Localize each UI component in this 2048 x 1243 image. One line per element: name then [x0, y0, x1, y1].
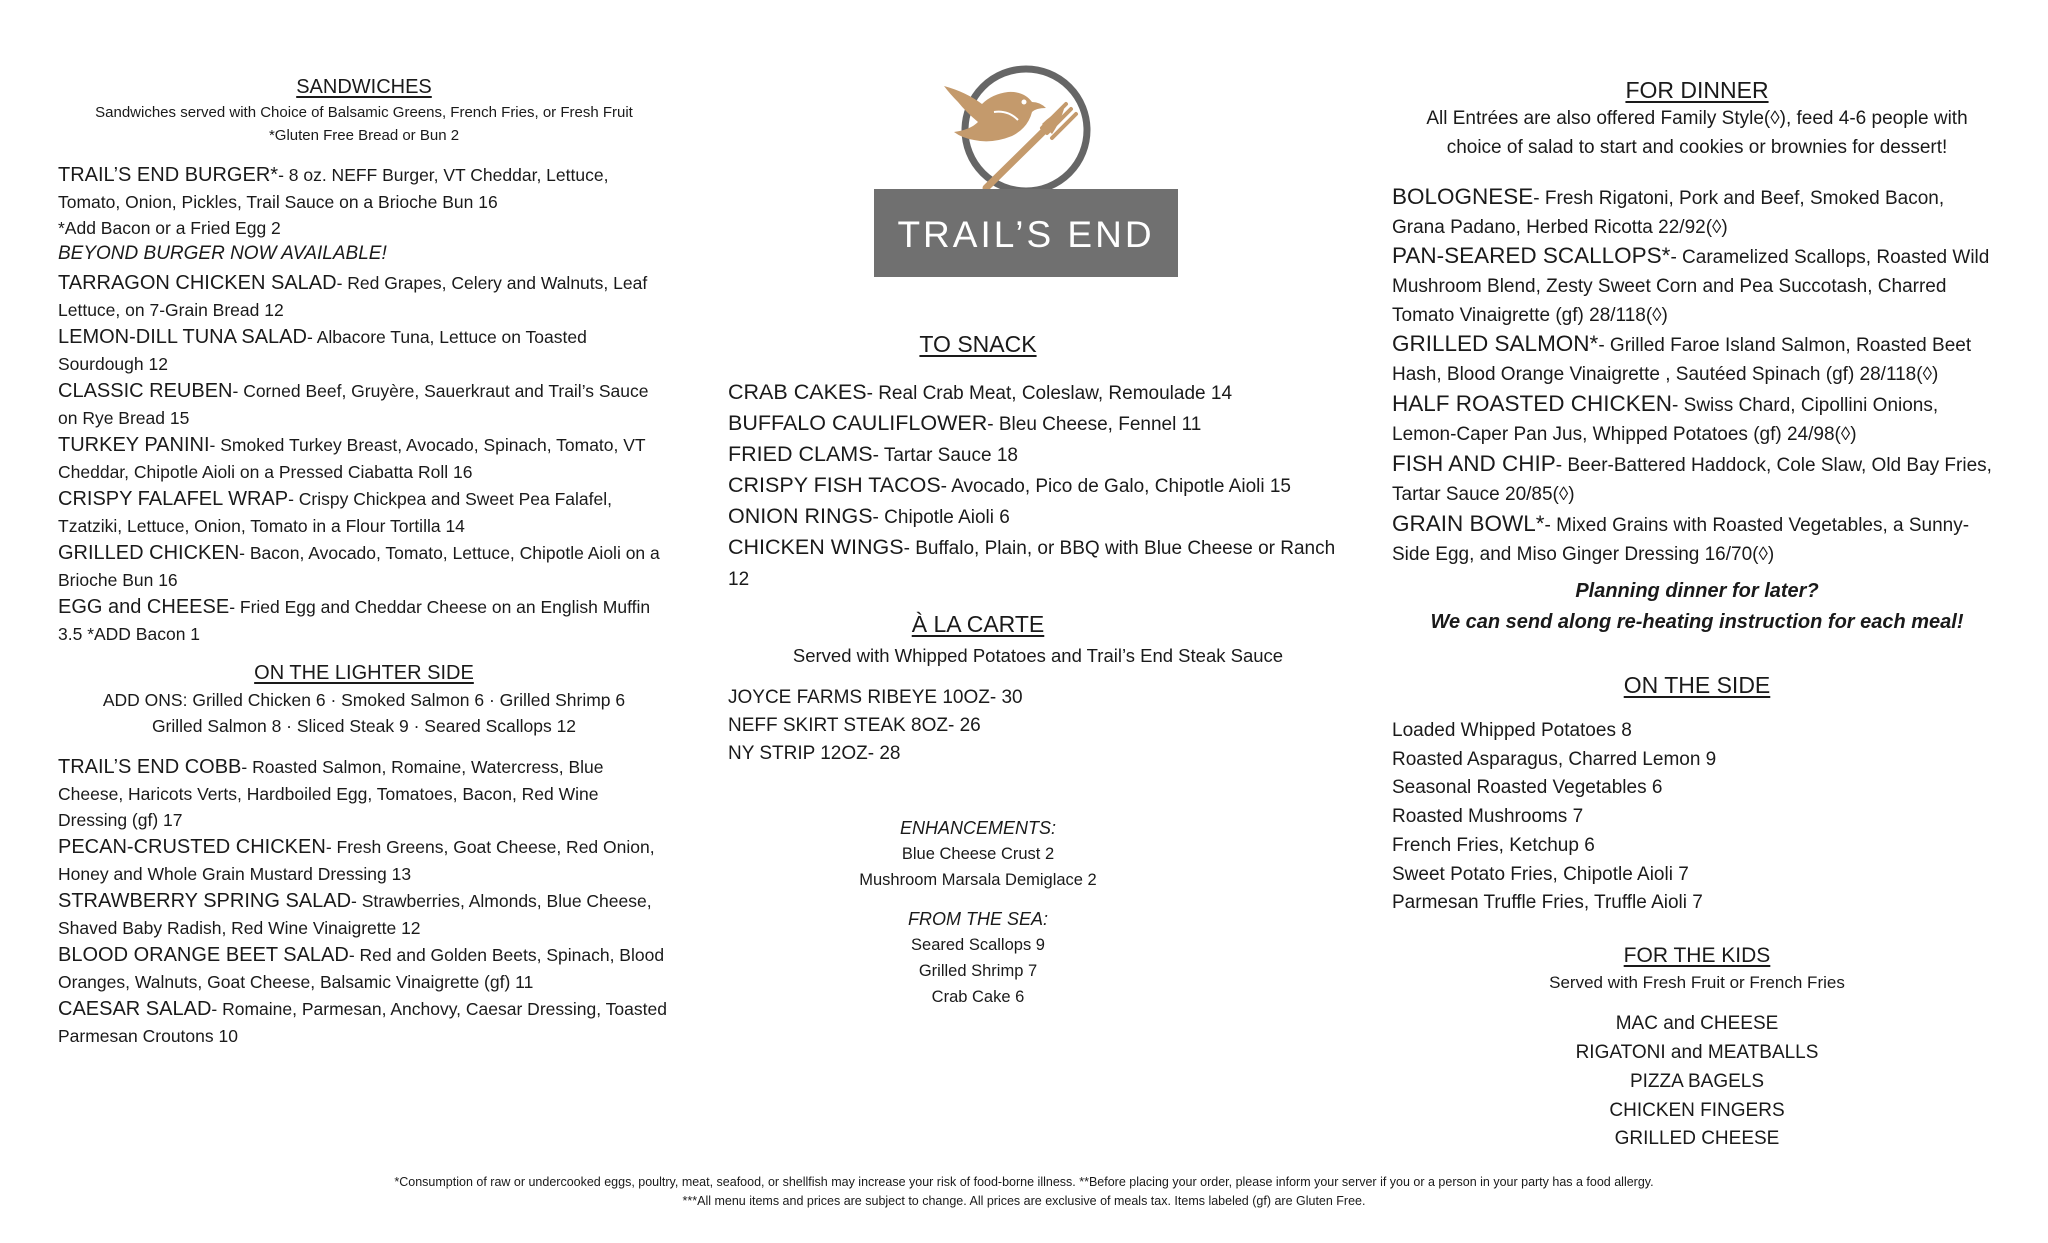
menu-item-desc: - Grilled Faroe Island Salmon, Roasted Beet Hash, Blood Orange Vinaigrette , Sautéed Spinach (gf) 28/118(◊)	[1392, 335, 1972, 385]
side-item: Roasted Mushrooms 7	[1392, 806, 1584, 827]
sea-item: Grilled Shrimp 7	[918, 962, 1038, 980]
menu-item	[728, 501, 1348, 533]
menu-item-name: TRAIL’S END COBB	[58, 756, 242, 778]
dinner-intro-1: All Entrées are also offered Family Style(◊), feed 4-6 people with	[1426, 108, 1968, 129]
kids-item: PIZZA BAGELS	[1629, 1071, 1765, 1092]
menu-item	[58, 378, 670, 431]
addons-line-2: Grilled Salmon 8 · Sliced Steak 9 · Seared Scallops 12	[151, 716, 577, 736]
steak-item: NY STRIP 12OZ- 28	[728, 743, 901, 764]
menu-item-name: CAESAR SALAD	[58, 998, 212, 1020]
steak-item: JOYCE FARMS RIBEYE 10OZ- 30	[728, 687, 1023, 708]
menu-item-name: PECAN-CRUSTED CHICKEN	[58, 836, 326, 858]
menu-item-desc: - Albacore Tuna, Lettuce on Toasted Sourdough 12	[58, 327, 587, 374]
menu-item	[58, 270, 670, 323]
enhancements-title: ENHANCEMENTS:	[899, 818, 1056, 838]
bird-on-fork-icon	[874, 64, 1178, 194]
alacarte-subtitle: Served with Whipped Potatoes and Trail’s End Steak Sauce	[792, 645, 1284, 666]
menu-item-desc: - Swiss Chard, Cipollini Onions, Lemon-Caper Pan Jus, Whipped Potatoes (gf) 24/98(◊)	[1392, 395, 1939, 445]
menu-item	[728, 439, 1348, 471]
enhancement-item: Mushroom Marsala Demiglace 2	[859, 871, 1097, 889]
menu-item-name: TARRAGON CHICKEN SALAD	[58, 272, 337, 294]
steak-item: NEFF SKIRT STEAK 8OZ- 26	[728, 715, 981, 736]
burger-addon-note	[58, 215, 670, 242]
menu-item-name: ONION RINGS	[728, 504, 873, 528]
alacarte-title: À LA CARTE	[911, 611, 1045, 637]
menu-item	[728, 377, 1348, 409]
menu-item	[58, 162, 670, 215]
brand-name: TRAIL’S END	[897, 214, 1155, 255]
menu-item	[1392, 509, 2002, 569]
gluten-free-note: *Gluten Free Bread or Bun 2	[268, 127, 460, 144]
menu-item-desc: - Roasted Salmon, Romaine, Watercress, Blue Cheese, Haricots Verts, Hardboiled Egg, Tomatoes, Bacon, Red Wine Dressing (gf) 17	[58, 757, 604, 830]
menu-item-desc: - Fried Egg and Cheddar Cheese on an English Muffin 3.5 *ADD Bacon 1	[58, 597, 651, 644]
menu-item-name: STRAWBERRY SPRING SALAD	[58, 890, 352, 912]
menu-item-desc: - Mixed Grains with Roasted Vegetables, a Sunny-Side Egg, and Miso Ginger Dressing 16/70(◊)	[1392, 515, 1970, 565]
footer-disclaimer-1: *Consumption of raw or undercooked eggs, poultry, meat, seafood, or shellfish may increase your risk of food-borne illness. **Before placing your order, please inform your server if you or a person in your party has a food allergy.	[394, 1175, 1654, 1189]
menu-item-name: EGG and CHEESE	[58, 596, 230, 618]
menu-item-name: CRISPY FISH TACOS	[728, 473, 941, 497]
menu-item	[1392, 389, 2002, 449]
side-item: French Fries, Ketchup 6	[1392, 835, 1595, 856]
menu-item-desc: - Avocado, Pico de Galo, Chipotle Aioli 15	[940, 476, 1291, 497]
menu-item	[58, 942, 670, 995]
side-item: Loaded Whipped Potatoes 8	[1392, 720, 1632, 741]
enhancement-item: Blue Cheese Crust 2	[901, 845, 1055, 863]
menu-item-name: GRAIN BOWL*	[1392, 511, 1545, 536]
kids-subtitle: Served with Fresh Fruit or French Fries	[1549, 973, 1845, 992]
menu-item-name: GRILLED CHICKEN	[58, 542, 240, 564]
kids-item: CHICKEN FINGERS	[1609, 1100, 1785, 1121]
menu-item-name: HALF ROASTED CHICKEN	[1392, 391, 1673, 416]
menu-item-name: CHICKEN WINGS	[728, 535, 904, 559]
side-item: Parmesan Truffle Fries, Truffle Aioli 7	[1392, 892, 1703, 913]
menu-item-name: TRAIL’S END BURGER*	[58, 164, 279, 186]
menu-item-desc: - Corned Beef, Gruyère, Sauerkraut and Trail’s Sauce on Rye Bread 15	[58, 381, 649, 428]
addons-line-1: ADD ONS: Grilled Chicken 6 · Smoked Salmon 6 · Grilled Shrimp 6	[102, 690, 626, 710]
menu-item	[1392, 182, 2002, 242]
menu-item-name: GRILLED SALMON*	[1392, 331, 1599, 356]
menu-item	[1392, 241, 2002, 330]
sea-item: Seared Scallops 9	[911, 936, 1045, 954]
menu-item-desc: - Bacon, Avocado, Tomato, Lettuce, Chipotle Aioli on a Brioche Bun 16	[58, 543, 660, 590]
menu-item-name: FISH AND CHIP	[1392, 451, 1556, 476]
footer-disclaimer-2: ***All menu items and prices are subject to change. All prices are exclusive of meals tax. Items labeled (gf) are Gluten Free.	[682, 1194, 1366, 1208]
menu-item	[1392, 329, 2002, 389]
menu-item	[728, 408, 1348, 440]
menu-item	[58, 834, 670, 887]
menu-item-desc: - Beer-Battered Haddock, Cole Slaw, Old Bay Fries, Tartar Sauce 20/85(◊)	[1392, 455, 1992, 505]
lighter-side-title: ON THE LIGHTER SIDE	[254, 662, 474, 684]
menu-item	[58, 432, 670, 485]
menu-item-name: PAN-SEARED SCALLOPS*	[1392, 243, 1671, 268]
menu-item	[58, 996, 670, 1049]
menu-item-desc: - Real Crab Meat, Coleslaw, Remoulade 14	[866, 383, 1233, 404]
menu-item-name: BUFFALO CAULIFLOWER	[728, 411, 988, 435]
menu-item-desc: *Add Bacon or a Fried Egg 2	[58, 218, 281, 238]
menu-item	[728, 470, 1348, 502]
trails-end-logo	[874, 64, 1178, 277]
menu-item-desc: - Caramelized Scallops, Roasted Wild Mushroom Blend, Zesty Sweet Corn and Pea Succotash, Charred Tomato Vinaigrette (gf) 28/118(◊)	[1392, 247, 1990, 326]
menu-item	[58, 324, 670, 377]
menu-item	[58, 754, 670, 834]
menu-item-desc: - Fresh Greens, Goat Cheese, Red Onion, Honey and Whole Grain Mustard Dressing 13	[58, 837, 655, 884]
addons-label: ADD ONS:	[102, 690, 188, 710]
menu-item	[728, 532, 1348, 595]
sandwiches-subtitle: Sandwiches served with Choice of Balsamic Greens, French Fries, or Fresh Fruit	[95, 104, 633, 121]
beyond-burger-note	[58, 241, 670, 268]
dinner-intro-2: choice of salad to start and cookies or brownies for dessert!	[1446, 137, 1948, 158]
menu-item-name: LEMON-DILL TUNA SALAD	[58, 326, 307, 348]
menu-item-desc: - 8 oz. NEFF Burger, VT Cheddar, Lettuce, Tomato, Onion, Pickles, Trail Sauce on a Brioche Bun 16	[58, 165, 609, 212]
from-the-sea-title: FROM THE SEA:	[907, 909, 1048, 929]
menu-item-name: CRISPY FALAFEL WRAP	[58, 488, 289, 510]
menu-item-name: FRIED CLAMS	[728, 442, 873, 466]
side-item: Sweet Potato Fries, Chipotle Aioli 7	[1392, 864, 1689, 885]
menu-item-desc: - Fresh Rigatoni, Pork and Beef, Smoked Bacon, Grana Padano, Herbed Ricotta 22/92(◊)	[1392, 188, 1945, 238]
menu-item-desc: - Red and Golden Beets, Spinach, Blood Oranges, Walnuts, Goat Cheese, Balsamic Vinaigrette (gf) 11	[58, 945, 665, 992]
side-item: Roasted Asparagus, Charred Lemon 9	[1392, 749, 1717, 770]
menu-item-desc: - Strawberries, Almonds, Blue Cheese, Shaved Baby Radish, Red Wine Vinaigrette 12	[58, 891, 652, 938]
kids-item: RIGATONI and MEATBALLS	[1575, 1042, 1819, 1063]
sandwiches-title: SANDWICHES	[296, 76, 432, 98]
menu-item-desc: - Red Grapes, Celery and Walnuts, Leaf Lettuce, on 7-Grain Bread 12	[58, 273, 648, 320]
kids-item: MAC and CHEESE	[1615, 1013, 1779, 1034]
promo-line-2: We can send along re-heating instruction for each meal!	[1430, 611, 1964, 633]
menu-item-desc: - Bleu Cheese, Fennel 11	[987, 414, 1202, 435]
side-title: ON THE SIDE	[1623, 672, 1771, 698]
side-item: Seasonal Roasted Vegetables 6	[1392, 777, 1663, 798]
kids-title: FOR THE KIDS	[1623, 944, 1771, 967]
snack-title: TO SNACK	[919, 331, 1037, 357]
menu-item-desc: - Smoked Turkey Breast, Avocado, Spinach, Tomato, VT Cheddar, Chipotle Aioli on a Pressed Ciabatta Roll 16	[58, 435, 646, 482]
menu-item-desc: - Romaine, Parmesan, Anchovy, Caesar Dressing, Toasted Parmesan Croutons 10	[58, 999, 667, 1046]
dinner-title: FOR DINNER	[1625, 77, 1769, 103]
menu-item-name: CRAB CAKES	[728, 380, 867, 404]
menu-item	[58, 888, 670, 941]
menu-item-desc: BEYOND BURGER NOW AVAILABLE!	[58, 243, 387, 264]
menu-item	[58, 486, 670, 539]
promo-line-1: Planning dinner for later?	[1575, 580, 1819, 602]
menu-item-desc: - Tartar Sauce 18	[872, 445, 1018, 466]
menu-item-name: BOLOGNESE	[1392, 184, 1534, 209]
kids-item: GRILLED CHEESE	[1614, 1128, 1780, 1149]
menu-item-name: CLASSIC REUBEN	[58, 380, 233, 402]
menu-item	[58, 594, 670, 647]
menu-item-name: BLOOD ORANGE BEET SALAD	[58, 944, 349, 966]
menu-item	[58, 540, 670, 593]
menu-item	[1392, 449, 2002, 509]
menu-item-desc: - Buffalo, Plain, or BBQ with Blue Cheese or Ranch 12	[728, 538, 1336, 590]
menu-item-desc: - Chipotle Aioli 6	[872, 507, 1010, 528]
menu-item-name: TURKEY PANINI	[58, 434, 210, 456]
menu-item-desc: - Crispy Chickpea and Sweet Pea Falafel, Tzatziki, Lettuce, Onion, Tomato in a Flour Tortilla 14	[58, 489, 612, 536]
sea-item: Crab Cake 6	[931, 988, 1025, 1006]
